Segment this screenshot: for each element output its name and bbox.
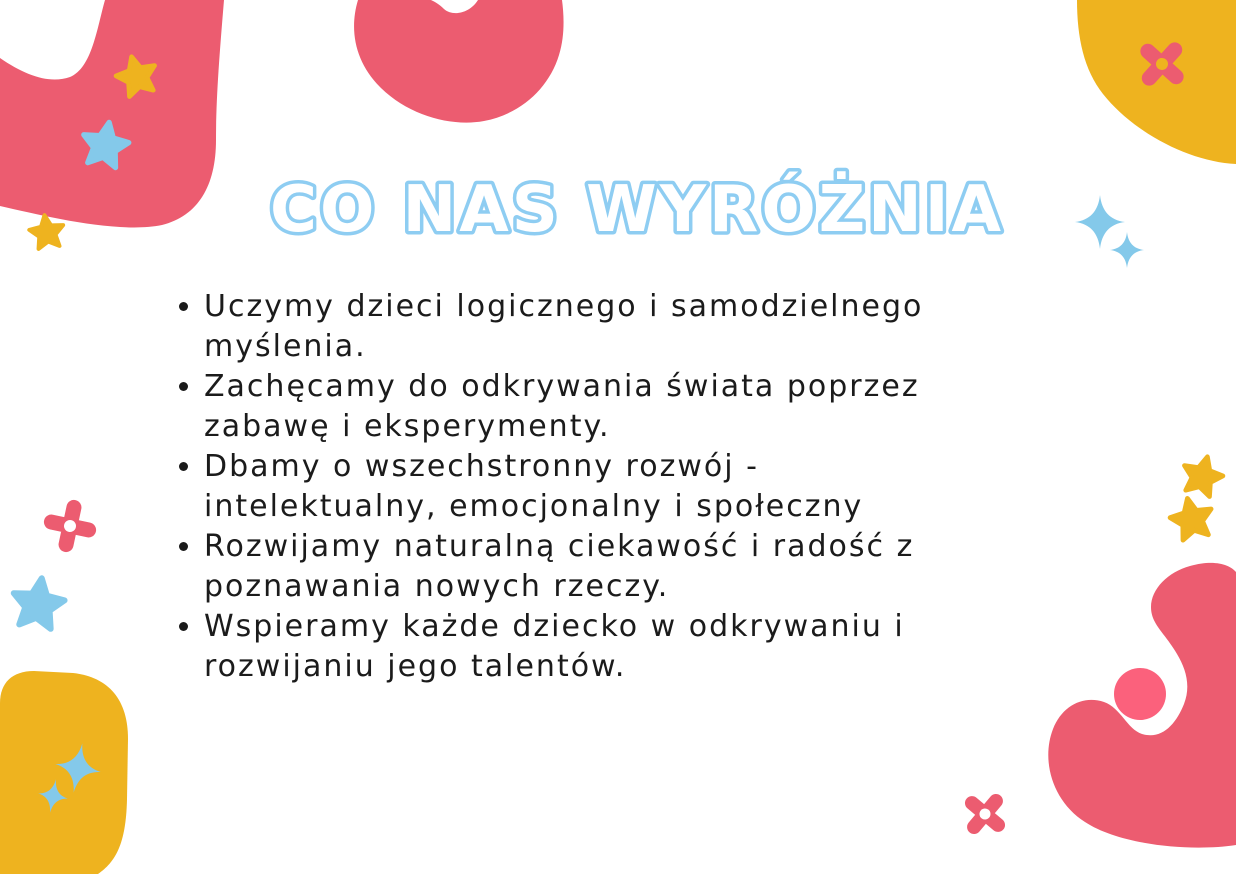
list-item — [204, 607, 1104, 687]
bullet-text: Zachęcamy do odkrywania świata poprzez — [204, 369, 920, 404]
list-item — [204, 447, 1104, 527]
bullet-text: rozwijaniu jego talentów. — [204, 649, 627, 684]
star-icon — [1167, 494, 1216, 542]
blob-top-right — [1077, 0, 1236, 164]
blob-top-middle — [354, 0, 563, 123]
sparkle-icon — [1110, 232, 1144, 268]
bullet-text: Rozwijamy naturalną ciekawość i radość z — [204, 529, 915, 564]
star-icon — [10, 575, 68, 631]
bullet-text: Dbamy o wszechstronny rozwój - — [204, 449, 759, 484]
bullet-list — [204, 287, 1104, 687]
slide-title: CO NAS WYRÓŻNIA — [269, 173, 1005, 247]
list-item — [204, 287, 1104, 367]
list-item — [204, 367, 1104, 447]
bullet-text: Uczymy dzieci logicznego i samodzielnego — [204, 289, 924, 324]
blob-bottom-left — [0, 671, 128, 874]
sparkle-icon — [1075, 195, 1125, 249]
blob-top-left — [0, 0, 224, 227]
clover-icon — [961, 790, 1009, 838]
bullet-text: poznawania nowych rzeczy. — [204, 569, 670, 604]
clover-icon — [47, 503, 92, 548]
bullet-text: intelektualny, emocjonalny i społeczny — [204, 489, 864, 524]
pink-circle — [1114, 668, 1166, 720]
bullet-text: zabawę i eksperymenty. — [204, 409, 611, 444]
bullet-text: Wspieramy każde dziecko w odkrywaniu i — [204, 609, 905, 644]
star-icon — [1178, 452, 1226, 499]
bullet-text: myślenia. — [204, 329, 367, 364]
list-item — [204, 527, 1104, 607]
